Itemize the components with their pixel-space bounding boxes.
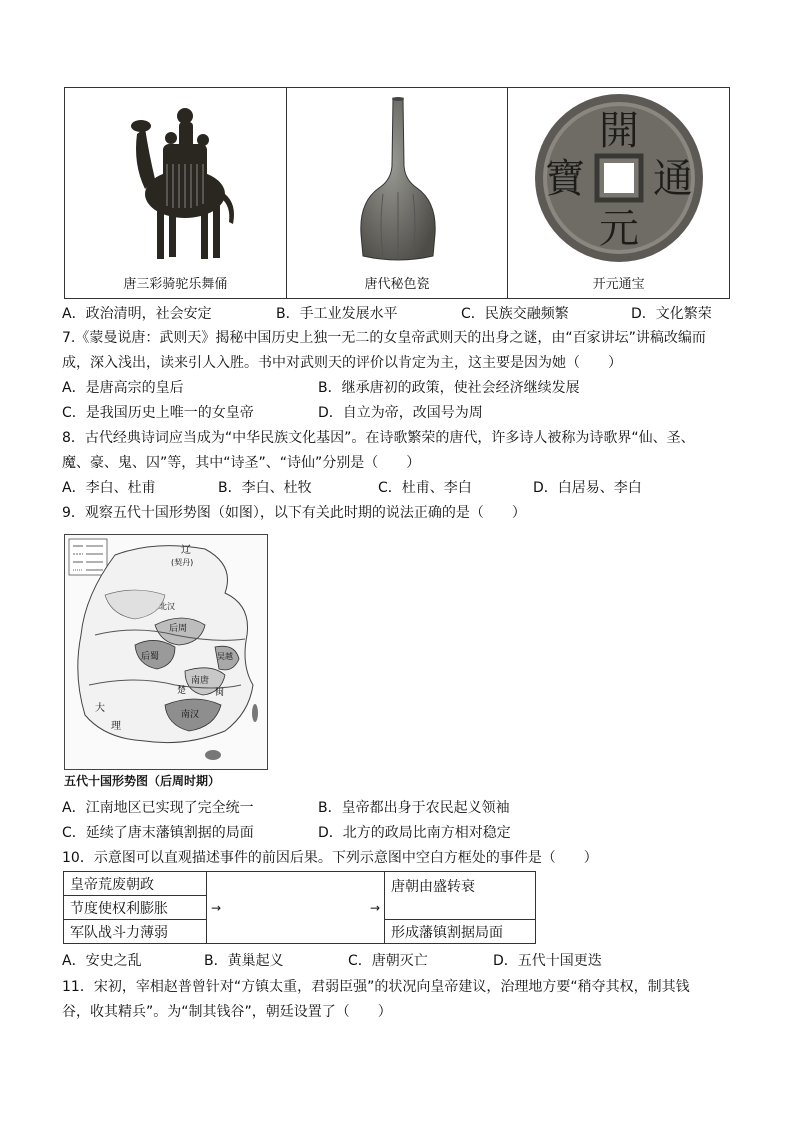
map-label-houzhou: 后周 (169, 624, 188, 634)
cause-cell: 节度使权利膨胀 (64, 896, 207, 920)
coin-char-left: 寶 (545, 156, 586, 202)
figure-cell-vase (287, 88, 509, 298)
figure-caption: 唐三彩骑驼乐舞俑 (123, 277, 228, 292)
map-label-nanhan: 南汉 (181, 710, 200, 720)
q8-stem-line2: 魔、豪、鬼、囚”等，其中“诗圣”、“诗仙”分别是（ ） (62, 455, 421, 471)
figure-cell-camel (65, 88, 287, 298)
map-label-liao: 辽 (181, 545, 191, 556)
result-cell: 形成藩镇割据局面 (385, 920, 536, 944)
coin-image (533, 92, 705, 264)
map-image (65, 535, 267, 769)
q10-stem: 10．示意图可以直观描述事件的前因后果。下列示意图中空白方框处的事件是（ ） (62, 850, 598, 866)
coin-char-bottom: 元 (599, 206, 640, 252)
figure-caption: 开元通宝 (592, 277, 645, 292)
map-label-beihan: 北汉 (159, 602, 175, 611)
q10-option-c[interactable]: C．唐朝灭亡 (348, 953, 428, 969)
map-label-houshu: 后蜀 (141, 652, 160, 662)
five-dynasties-map (64, 534, 268, 770)
coin-char-top: 開 (599, 108, 640, 154)
map-label-li: 理 (111, 721, 121, 732)
map-label-wuyue: 吴越 (217, 652, 233, 661)
q7-option-b[interactable]: B．继承唐初的政策，使社会经济继续发展 (318, 380, 580, 396)
q6-option-b[interactable]: B．手工业发展水平 (276, 306, 398, 322)
q8-option-b[interactable]: B．李白、杜牧 (218, 480, 312, 496)
q10-option-b[interactable]: B．黄巢起义 (204, 953, 284, 969)
q7-stem-line2: 成，深入浅出，读来引人入胜。书中对武则天的评价以肯定为主，这主要是因为她（ ） (62, 355, 622, 371)
q11-stem-line1: 11．宋初，宰相赵普曾针对“方镇太重，君弱臣强”的状况向皇帝建议，治理地方要“稍夺其权，制其钱 (62, 979, 690, 995)
q8-stem-line1: 8．古代经典诗词应当成为“中华民族文化基因”。在诗歌繁荣的唐代，许多诗人被称为诗歌界“仙、圣、 (62, 430, 695, 446)
cause-effect-diagram (63, 871, 536, 944)
q9-option-c[interactable]: C．延续了唐末藩镇割据的局面 (62, 825, 254, 841)
figure-cell-coin (508, 88, 729, 298)
q9-option-d[interactable]: D．北方的政局比南方相对稳定 (318, 825, 511, 841)
cause-cell: 皇帝荒废朝政 (64, 872, 207, 896)
figure-caption: 唐代秘色瓷 (364, 277, 430, 292)
map-label-qidan: (契丹) (171, 558, 194, 567)
map-label-min: 闽 (215, 688, 225, 698)
q7-stem-line1: 7.《蒙曼说唐：武则天》揭秘中国历史上独一无二的女皇帝武则天的出身之谜，由“百家讲坛”讲稿改编而 (62, 330, 706, 346)
coin-char-right: 通 (653, 156, 694, 202)
q7-option-a[interactable]: A．是唐高宗的皇后 (62, 380, 184, 396)
q10-option-a[interactable]: A．安史之乱 (62, 953, 142, 969)
arrow-icon: → (211, 900, 222, 915)
map-label-nantang: 南唐 (191, 676, 210, 686)
map-label-chu: 楚 (177, 686, 187, 696)
blank-box (207, 872, 385, 944)
map-caption: 五代十国形势图（后周时期） (64, 774, 221, 788)
q7-option-d[interactable]: D．自立为帝，改国号为周 (318, 405, 483, 421)
camel-figurine-image (115, 94, 245, 264)
q7-option-c[interactable]: C．是我国历史上唯一的女皇帝 (62, 405, 254, 421)
q6-option-c[interactable]: C．民族交融频繁 (461, 306, 569, 322)
q6-option-a[interactable]: A．政治清明，社会安定 (62, 306, 212, 322)
map-label-da: 大 (95, 703, 105, 714)
result-cell: 唐朝由盛转衰 (385, 872, 536, 920)
q10-option-d[interactable]: D．五代十国更迭 (493, 953, 602, 969)
q8-option-a[interactable]: A．李白、杜甫 (62, 480, 156, 496)
q9-stem: 9．观察五代十国形势图（如图），以下有关此时期的说法正确的是（ ） (62, 505, 526, 521)
figure-table (64, 87, 730, 299)
q11-stem-line2: 谷，收其精兵”。为“制其钱谷”，朝廷设置了（ ） (62, 1004, 392, 1020)
q6-option-d[interactable]: D．文化繁荣 (631, 306, 712, 322)
q9-option-b[interactable]: B．皇帝都出身于农民起义领袖 (318, 800, 510, 816)
vase-image (353, 96, 443, 266)
q9-option-a[interactable]: A．江南地区已实现了完全统一 (62, 800, 254, 816)
q8-option-c[interactable]: C．杜甫、李白 (378, 480, 472, 496)
q8-option-d[interactable]: D．白居易、李白 (533, 480, 642, 496)
arrow-icon: → (369, 900, 380, 915)
cause-cell: 军队战斗力薄弱 (64, 920, 207, 944)
